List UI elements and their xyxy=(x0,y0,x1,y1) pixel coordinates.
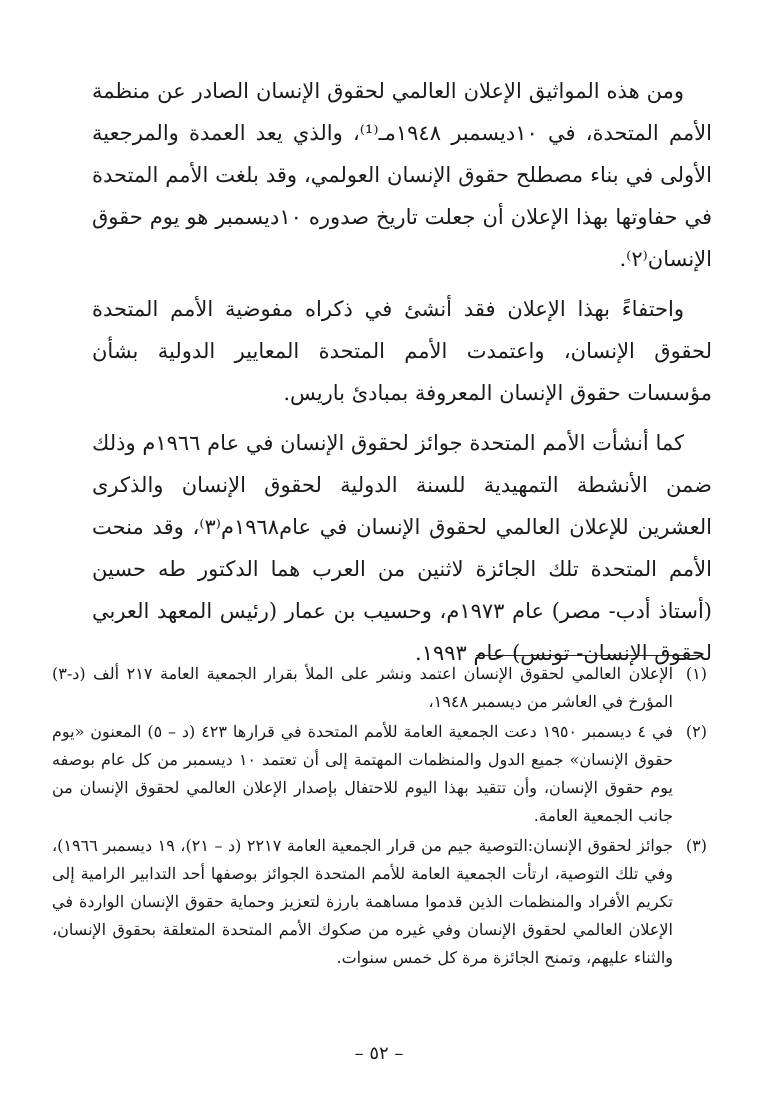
footnote-3 xyxy=(52,832,707,972)
footnotes-section xyxy=(52,660,707,974)
footnote-text: في ٤ ديسمبر ١٩٥٠ دعت الجمعية العامة للأمم المتحدة في قرارها ٤٢٣ (د – ٥) المعنون «يوم حقوق الإنسان» جميع الدول والمنظمات المهتمة إلى أن تعتمد ١٠ ديسمبر من كل عام بوصفه يوم حقوق الإنسان، وأن تتقيد بهذا اليوم للاحتفال بإصدار الإعلان العالمي لحقوق الإنسان من جانب الجمعية العامة. xyxy=(52,722,673,825)
footnote-number: (٣) xyxy=(685,836,707,855)
body-paragraph-3: كما أنشأت الأمم المتحدة جوائز لحقوق الإنسان في عام ١٩٦٦م وذلك ضمن الأنشطة التمهيدية للسنة الدولية لحقوق الإنسان والذكرى العشرين للإعلان العالمي لحقوق الإنسان في عام١٩٦٨م⁽٣⁾، وقد منحت الأمم المتحدة تلك الجائزة لاثنين من العرب هما الدكتور طه حسين (أستاذ أدب- مصر) عام ١٩٧٣م، وحسيب بن عمار (رئيس المعهد العربي لحقوق الإنسان- تونس) عام ١٩٩٣. xyxy=(92,431,713,665)
footnote-2 xyxy=(52,718,707,830)
footnote-separator xyxy=(476,655,702,656)
body-paragraph-2: واحتفاءً بهذا الإعلان فقد أنشئ في ذكراه مفوضية الأمم المتحدة لحقوق الإنسان، واعتمدت الأمم المتحدة المعايير الدولية بشأن مؤسسات حقوق الإنسان المعروفة بمبادئ باريس. xyxy=(92,297,712,405)
footnote-number: (٢) xyxy=(685,722,707,741)
body-paragraph-1: ومن هذه المواثيق الإعلان العالمي لحقوق الإنسان الصادر عن منظمة الأمم المتحدة، في ١٠ديسمبر ١٩٤٨مـ⁽¹⁾، والذي يعد العمدة والمرجعية الأولى في بناء مصطلح حقوق الإنسان العولمي، وقد بلغت الأمم المتحدة في حفاوتها بهذا الإعلان أن جعلت تاريخ صدوره ١٠ديسمبر هو يوم حقوق الإنسان⁽٢⁾. xyxy=(92,79,712,271)
footnote-text: جوائز لحقوق الإنسان:التوصية جيم من قرار الجمعية العامة ٢٢١٧ (د – ٢١)، ١٩ ديسمبر ١٩٦٦)، وفي تلك التوصية، ارتأت الجمعية العامة للأمم المتحدة الجوائز بوصفها أحد التدابير الرامية إلى تكريم الأفراد والمنظمات الذين قدموا مساهمة بارزة لتعزيز وحماية حقوق الإنسان الواردة في الإعلان العالمي لحقوق الإنسان وفي غيره من صكوك الأمم المتحدة المتعلقة بحقوق الإنسان، والثناء عليهم، وتمنح الجائزة مرة كل خمس سنوات. xyxy=(52,836,674,967)
footnote-number: (١) xyxy=(685,664,707,683)
footnote-text: الإعلان العالمي لحقوق الإنسان اعتمد ونشر على الملأ بقرار الجمعية العامة ٢١٧ ألف (د-٣) المؤرخ في العاشر من ديسمبر ١٩٤٨، xyxy=(52,664,674,711)
footnote-1 xyxy=(52,660,707,716)
page-number: – ٥٢ – xyxy=(354,1043,404,1064)
main-text-body xyxy=(92,70,712,682)
